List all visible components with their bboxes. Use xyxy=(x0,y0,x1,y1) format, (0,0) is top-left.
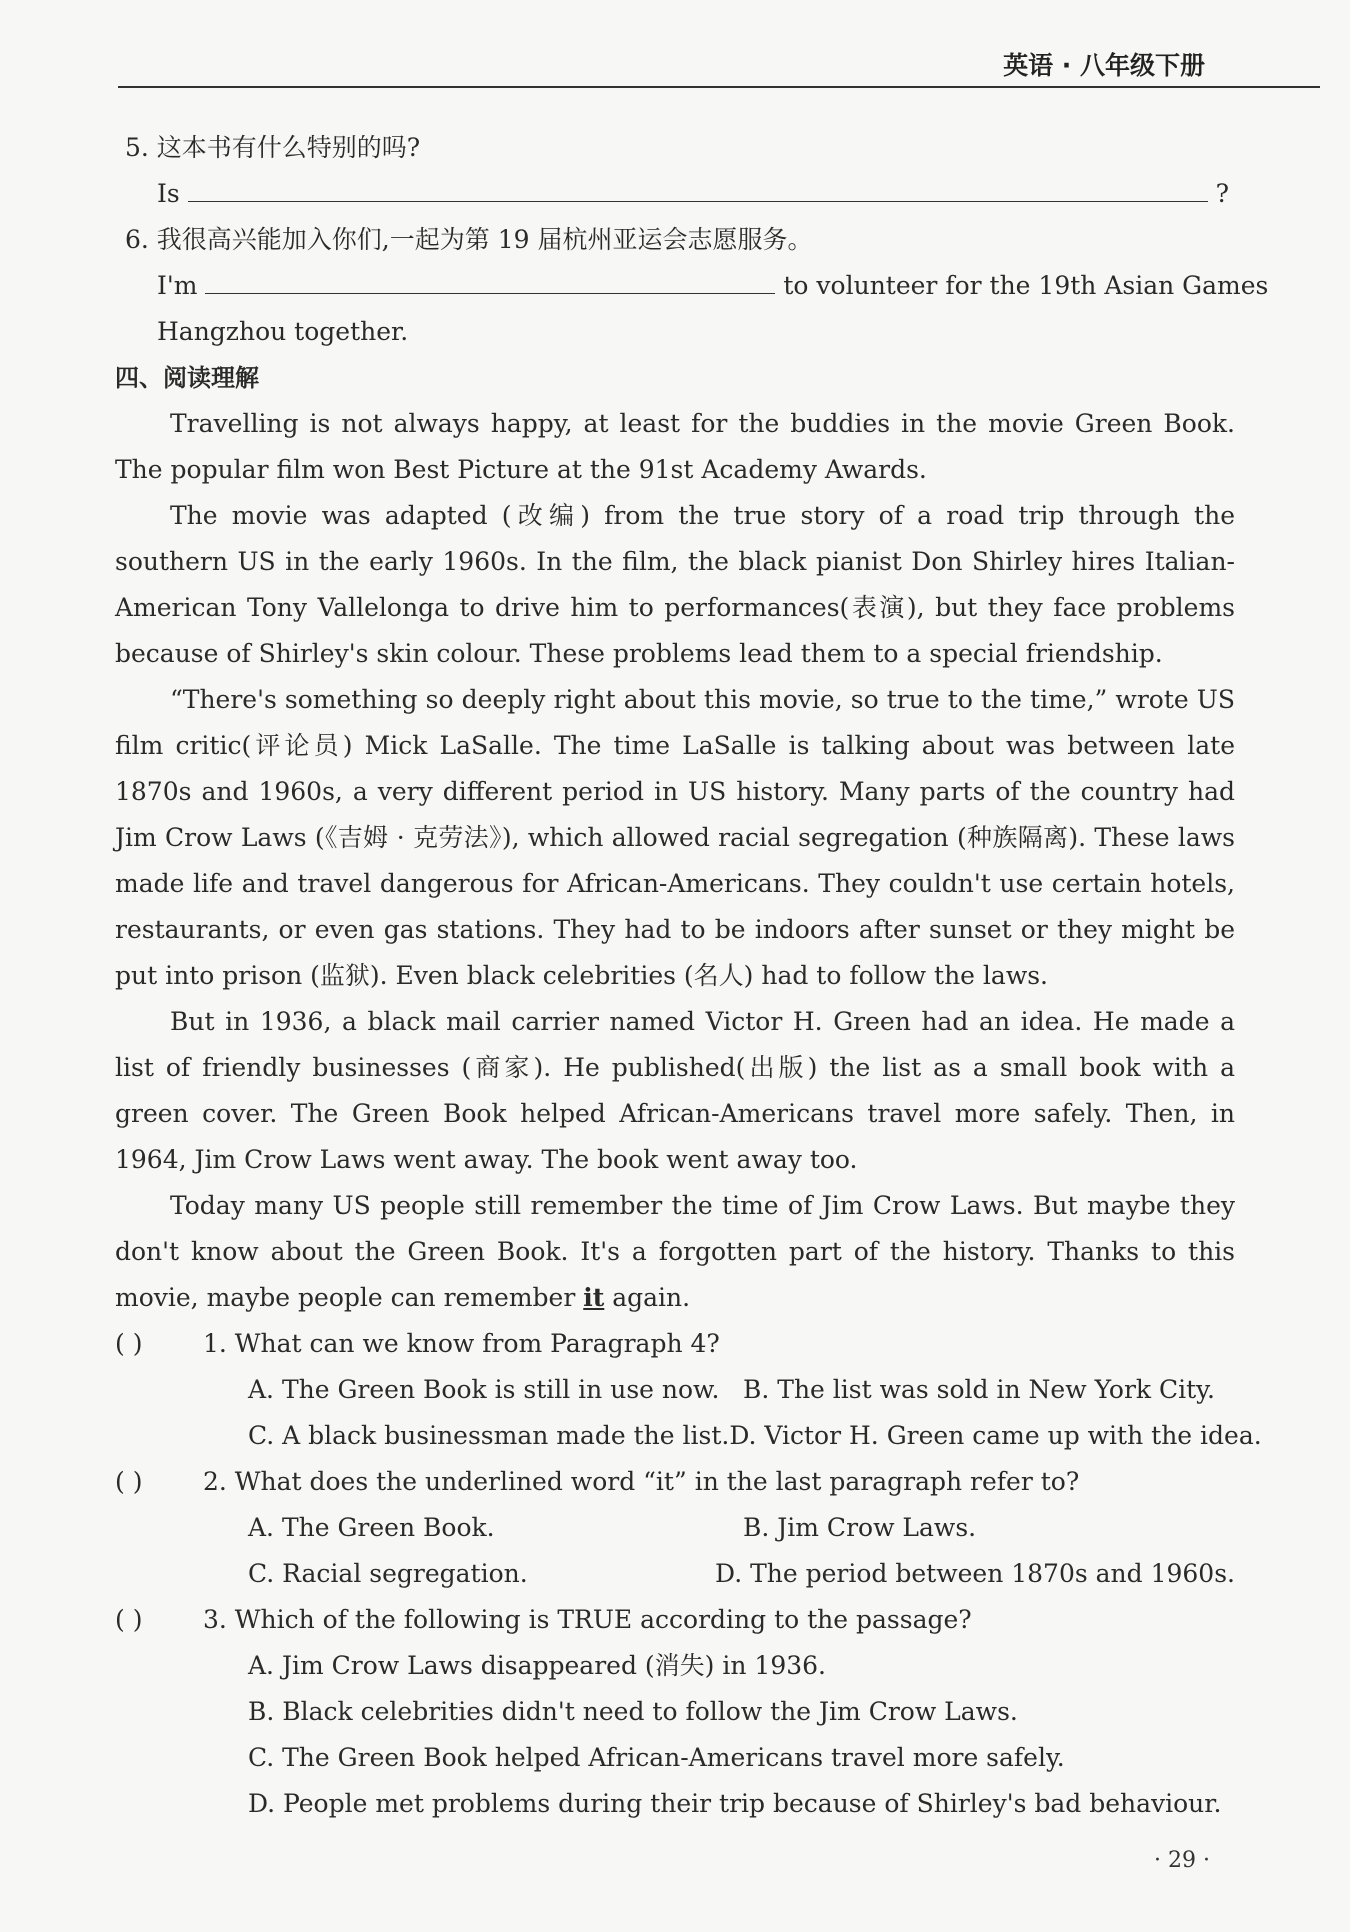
question-2-options-row-2 xyxy=(115,1551,1235,1597)
question-2: ( ) 2. What does the underlined word “it” in the last paragraph refer to? xyxy=(115,1459,1235,1505)
item-5-answer-line xyxy=(115,171,1235,217)
item-6-lead: I'm xyxy=(157,271,198,300)
option-a[interactable]: A. The Green Book. xyxy=(248,1513,495,1542)
question-1: ( ) 1. What can we know from Paragraph 4? xyxy=(115,1321,1235,1367)
item-5-blank[interactable] xyxy=(188,175,1208,202)
section-heading: 四、阅读理解 xyxy=(115,364,259,392)
underlined-word: it xyxy=(583,1283,605,1312)
item-6-continuation: Hangzhou together. xyxy=(157,317,409,346)
option-a[interactable]: A. Jim Crow Laws disappeared (消失) in 1936. xyxy=(248,1651,826,1680)
option-b[interactable]: B. The list was sold in New York City. xyxy=(743,1375,1215,1404)
option-a[interactable]: A. The Green Book is still in use now. xyxy=(248,1375,720,1404)
option-c[interactable]: C. Racial segregation. xyxy=(248,1559,528,1588)
page-number: · 29 · xyxy=(1154,1848,1210,1873)
header-divider xyxy=(118,86,1320,88)
item-5-end: ? xyxy=(1215,179,1230,208)
question-3: ( ) 3. Which of the following is TRUE according to the passage? xyxy=(115,1597,1235,1643)
option-b[interactable]: B. Jim Crow Laws. xyxy=(743,1513,977,1542)
paragraph-4: But in 1936, a black mail carrier named Victor H. Green had an idea. He made a list of friendly businesses (商家). He published(出版) the list as a small book with a green cover. The Green Book helped African-Americans travel more safely. Then, in 1964, Jim Crow Laws went away. The book went away too. xyxy=(115,1007,1235,1174)
answer-bracket[interactable]: ( ) xyxy=(115,1605,143,1634)
answer-bracket[interactable]: ( ) xyxy=(115,1329,143,1358)
paragraph-2: The movie was adapted (改编) from the true story of a road trip through the southern US in the early 1960s. In the film, the black pianist Don Shirley hires Italian-American Tony Vallelonga to drive him to performances(表演), but they face problems because of Shirley's skin colour. These problems lead them to a special friendship. xyxy=(115,501,1235,668)
paragraph-5: Today many US people still remember the time of Jim Crow Laws. But maybe they don't know about the Green Book. It's a forgotten part of the history. Thanks to this movie, maybe people can remember it again. xyxy=(115,1191,1235,1312)
item-6-tail: to volunteer for the 19th Asian Games xyxy=(783,271,1269,300)
option-c[interactable]: C. The Green Book helped African-Americans travel more safely. xyxy=(248,1743,1065,1772)
option-c[interactable]: C. A black businessman made the list. xyxy=(248,1421,730,1450)
option-d[interactable]: D. The period between 1870s and 1960s. xyxy=(715,1559,1235,1588)
option-d[interactable]: D. Victor H. Green came up with the idea. xyxy=(729,1421,1262,1450)
header-title: 英语 · 八年级下册 xyxy=(1003,51,1205,80)
item-6-answer-line xyxy=(115,263,1269,309)
question-1-options-row-1 xyxy=(115,1367,1235,1413)
reading-passage xyxy=(115,401,1235,1321)
page-content xyxy=(115,125,1269,1827)
question-2-options-row-1 xyxy=(115,1505,1235,1551)
item-5-lead: Is xyxy=(157,179,180,208)
option-d[interactable]: D. People met problems during their trip because of Shirley's bad behaviour. xyxy=(248,1789,1222,1818)
option-b[interactable]: B. Black celebrities didn't need to follow the Jim Crow Laws. xyxy=(248,1697,1018,1726)
answer-bracket[interactable]: ( ) xyxy=(115,1467,143,1496)
item-6-blank[interactable] xyxy=(205,267,775,294)
question-1-options-row-2 xyxy=(115,1413,1262,1459)
paragraph-1: Travelling is not always happy, at least for the buddies in the movie Green Book. The popular film won Best Picture at the 91st Academy Awards. xyxy=(115,409,1235,484)
item-6-prompt: 6. 我很高兴能加入你们,一起为第 19 届杭州亚运会志愿服务。 xyxy=(125,225,813,254)
item-5-prompt: 5. 这本书有什么特别的吗? xyxy=(125,133,421,162)
paragraph-3: “There's something so deeply right about this movie, so true to the time,” wrote US film critic(评论员) Mick LaSalle. The time LaSalle is talking about was between late 1870s and 1960s, a very different period in US history. Many parts of the country had Jim Crow Laws (《吉姆 · 克劳法》), which allowed racial segregation (种族隔离). These laws made life and travel dangerous for African-Americans. They couldn't use certain hotels, restaurants, or even gas stations. They had to be indoors after sunset or they might be put into prison (监狱). Even black celebrities (名人) had to follow the laws. xyxy=(115,685,1235,990)
